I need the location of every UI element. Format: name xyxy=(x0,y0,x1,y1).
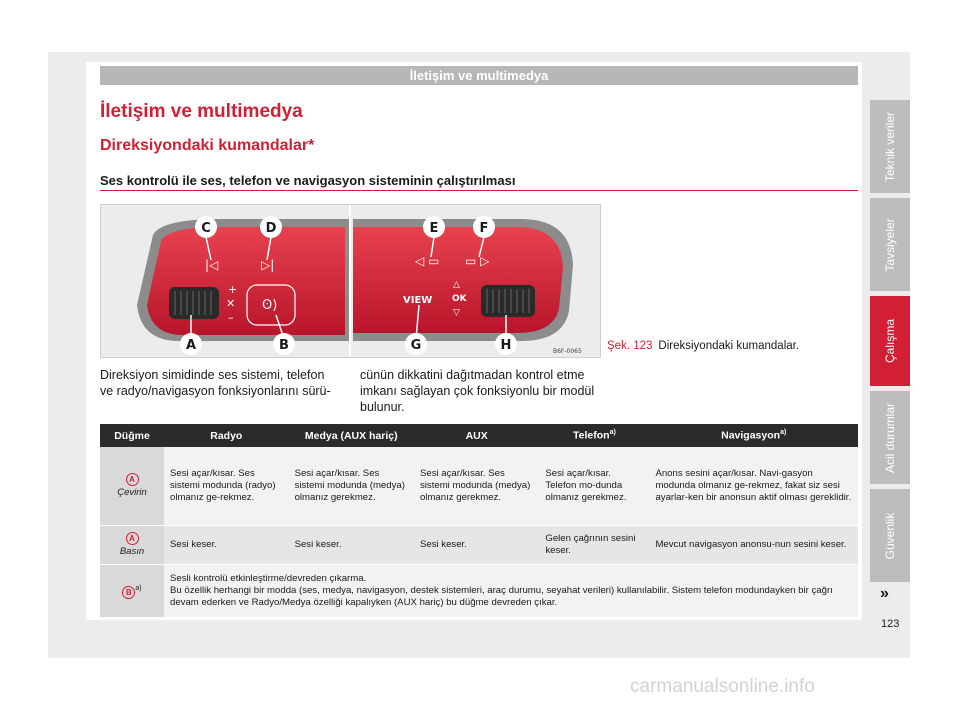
tab-tips[interactable]: Tavsiyeler xyxy=(870,198,910,291)
table-cell: Sesi açar/kısar. Ses sistemi modunda (medya) olmanız gerekmez. xyxy=(414,447,539,526)
col-header-radio: Radyo xyxy=(164,424,289,447)
view-key: VIEW xyxy=(403,295,433,306)
watermark: carmanualsonline.info xyxy=(630,676,815,697)
callout-g: G xyxy=(410,338,422,353)
button-action: Çevirin xyxy=(117,487,147,498)
ok-key: OK xyxy=(452,294,467,304)
svg-text:△: △ xyxy=(453,280,460,290)
callout-b: B xyxy=(279,338,289,353)
header-bar: İletişim ve multimedya xyxy=(100,66,858,85)
tab-emergencies[interactable]: Acil durumlar xyxy=(870,391,910,484)
table-cell: Sesi keser. xyxy=(164,526,289,565)
page-title: İletişim ve multimedya xyxy=(100,101,303,122)
intro-paragraph-col1: Direksiyon simidinde ses sistemi, telefon ve radyo/navigasyon fonksiyonlarını sürü- xyxy=(100,368,331,398)
svg-text:◁ ▭: ◁ ▭ xyxy=(415,254,440,268)
controls-table xyxy=(100,424,858,618)
button-action: Basın xyxy=(119,546,145,557)
title-rule xyxy=(100,190,858,191)
col-header-aux: AUX xyxy=(414,424,539,447)
callout-d: D xyxy=(265,221,277,236)
svg-text:▭ ▷: ▭ ▷ xyxy=(465,254,490,268)
callout-a: A xyxy=(185,338,197,353)
button-b-icon: B xyxy=(122,586,135,599)
intro-paragraph-col2: cünün dikkatini dağıtmadan kontrol etme imkanı sağlayan çok fonksiyonlu bir modül bulunur. xyxy=(360,368,595,414)
table-row xyxy=(100,526,858,565)
subsection-title: Ses kontrolü ile ses, telefon ve navigasyon sisteminin çalıştırılması xyxy=(100,173,516,188)
table-row xyxy=(100,447,858,526)
svg-text:▽: ▽ xyxy=(453,308,460,318)
callout-h: H xyxy=(500,338,512,353)
callout-f: F xyxy=(479,221,489,236)
table-cell: Sesi keser. xyxy=(289,526,414,565)
table-cell: Anons sesini açar/kısar. Navi-gasyon modunda olmanız ge-rekmez, fakat siz sesi ayarlar-ken bir anonsun aktif olması gereklidir. xyxy=(649,447,858,526)
callout-e: E xyxy=(429,221,439,236)
table-cell-wide xyxy=(164,565,858,618)
table-cell: Sesi keser. xyxy=(414,526,539,565)
svg-text:+: + xyxy=(228,283,238,296)
table-cell: Sesi açar/kısar. Telefon mo-dunda olmanız gerekmez. xyxy=(539,447,649,526)
table-row xyxy=(100,565,858,618)
tab-operation[interactable]: Çalışma xyxy=(870,296,910,386)
figure-code: B6F-0065 xyxy=(553,348,582,355)
right-control-panel xyxy=(353,219,573,341)
callout-c: C xyxy=(201,221,211,236)
page-number: 123 xyxy=(881,618,900,630)
left-control-panel xyxy=(137,219,349,341)
col-header-phone: Telefon$^{a)}$ xyxy=(539,424,649,447)
table-cell: Sesi açar/kısar. Ses sistemi modunda (medya) olmanız gerekmez. xyxy=(289,447,414,526)
svg-text:–: – xyxy=(228,311,234,324)
steering-controls-illustration xyxy=(101,205,600,357)
svg-text:|◁: |◁ xyxy=(205,258,219,272)
caption-number: Şek. 123 xyxy=(607,340,653,352)
steering-controls-figure xyxy=(100,204,601,358)
figure-caption xyxy=(607,340,799,352)
col-header-button: Düğme xyxy=(100,424,164,447)
table-cell: Gelen çağrının sesini keser. xyxy=(539,526,649,565)
button-cell: B $^{a)}$ xyxy=(100,565,164,618)
continue-mark: » xyxy=(880,585,889,602)
button-a-icon: A xyxy=(126,532,139,545)
section-title: Direksiyondaki kumandalar* xyxy=(100,137,315,154)
col-header-media: Medya (AUX hariç) xyxy=(289,424,414,447)
tab-technical-data[interactable]: Teknik veriler xyxy=(870,100,910,193)
caption-text: Direksiyondaki kumandalar. xyxy=(658,340,800,352)
col-header-navigation: Navigasyon$^{a)}$ xyxy=(649,424,858,447)
svg-text:▷|: ▷| xyxy=(261,258,275,272)
tab-safety[interactable]: Güvenlik xyxy=(870,489,910,582)
svg-text:✕: ✕ xyxy=(226,297,236,310)
button-cell xyxy=(100,447,164,526)
table-header-row xyxy=(100,424,858,447)
button-cell xyxy=(100,526,164,565)
svg-text:ʘ): ʘ) xyxy=(262,298,278,313)
table-cell: Mevcut navigasyon anonsu-nun sesini keser. xyxy=(649,526,858,565)
table-cell: Sesi açar/kısar. Ses sistemi modunda (radyo) olmanız ge-rekmez. xyxy=(164,447,289,526)
button-a-icon: A xyxy=(126,473,139,486)
row-b-line2: Bu özellik herhangi bir modda (ses, medya, navigasyon, destek sistemleri, araç durumu, seyahat verileri) kullanılabilir. Sistem telefon modundayken bir çağrı devam ederken ve Radyo/Medya özelliği kapalıyken (AUX hariç) bu düğme devreden çıkar. xyxy=(170,585,833,608)
row-b-line1: Sesli kontrolü etkinleştirme/devreden çıkarma. xyxy=(170,573,367,584)
